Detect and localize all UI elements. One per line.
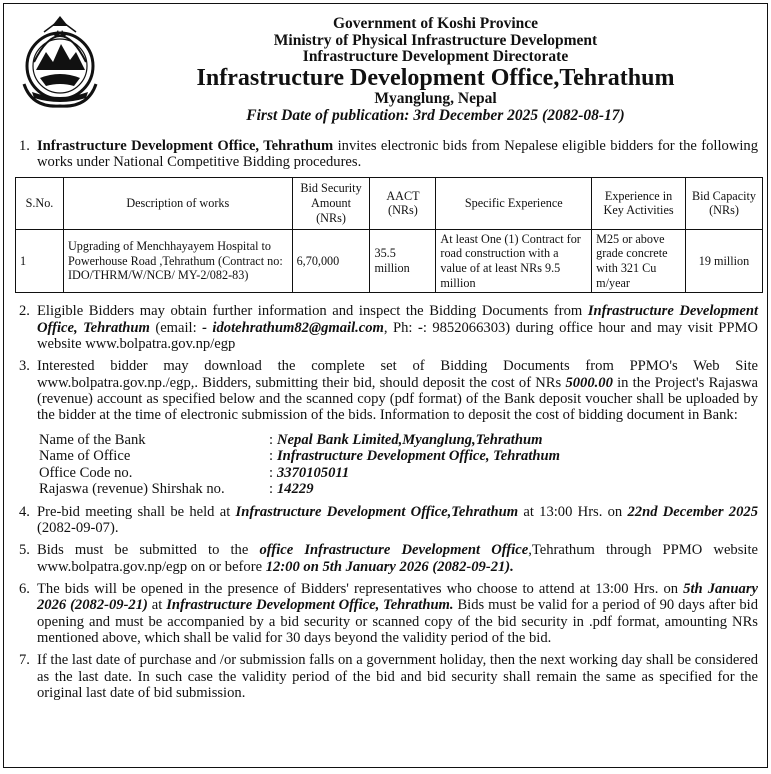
table-row bbox=[16, 229, 763, 293]
col-description: Description of works bbox=[63, 177, 292, 229]
paragraph-number: 7. bbox=[19, 652, 30, 669]
header-publication-date: First Date of publication: 3rd December 2025 (2082-08-17) bbox=[246, 107, 625, 125]
cell-bid-capacity: 19 million bbox=[686, 229, 763, 293]
paragraph-6: 6. The bids will be opened in the presence of Bidders' representatives who choose to attend at 13:00 Hrs. on 5th January 2026 (2082-09-21) at Infrastructure Development Office, Tehrathum. Bids must be valid for a period of 90 days after bid opening and must be accompanied by a bid security or scanned copy of the bid security in .pdf format, amounting NRs mentioned above, which shall be valid for 30 days beyond the validity period of the bid. bbox=[19, 580, 758, 646]
cell-sno: 1 bbox=[16, 229, 64, 293]
header-directorate: Infrastructure Development Directorate bbox=[302, 48, 569, 66]
cell-specific-experience: At least One (1) Contract for road construction with a value of at least NRs 9.5 million bbox=[436, 229, 592, 293]
paragraph-number: 6. bbox=[19, 580, 30, 597]
col-bid-capacity: Bid Capacity (NRs) bbox=[686, 177, 763, 229]
paragraph-number: 2. bbox=[19, 303, 30, 320]
col-sno: S.No. bbox=[16, 177, 64, 229]
paragraph-number: 4. bbox=[19, 503, 30, 520]
bank-row: Office Code no. : 3370105011 bbox=[39, 464, 350, 481]
paragraph-number: 3. bbox=[19, 358, 30, 375]
cell-key-activities: M25 or above grade concrete with 321 Cu m/year bbox=[592, 229, 686, 293]
cell-aact: 35.5 million bbox=[370, 229, 436, 293]
bank-row: Name of the Bank : Nepal Bank Limited,Myanglung,Tehrathum bbox=[39, 431, 543, 448]
notice-header bbox=[104, 16, 767, 125]
paragraph-number: 5. bbox=[19, 542, 30, 559]
cell-bid-security: 6,70,000 bbox=[292, 229, 370, 293]
paragraph-1: 1. Infrastructure Development Office, Tehrathum invites electronic bids from Nepalese eligible bidders for the following works under National Competitive Bidding procedures. bbox=[19, 138, 758, 171]
paragraph-4: 4. Pre-bid meeting shall be held at Infrastructure Development Office,Tehrathum at 13:00 Hrs. on 22nd December 2025 (2082-09-07). bbox=[19, 503, 758, 536]
col-key-activities: Experience in Key Activities bbox=[592, 177, 686, 229]
bank-row: Name of Office : Infrastructure Development Office, Tehrathum bbox=[39, 448, 560, 465]
bank-details bbox=[37, 432, 758, 498]
header-office: Infrastructure Development Office,Tehrathum bbox=[196, 65, 675, 92]
bank-row: Rajaswa (revenue) Shirshak no. : 14229 bbox=[39, 481, 314, 498]
tender-notice bbox=[3, 3, 768, 768]
paragraph-5: 5. Bids must be submitted to the office Infrastructure Development Office,Tehrathum through PPMO website www.bolpatra.gov.np/egp on or before 12:00 on 5th January 2026 (2082-09-21). bbox=[19, 542, 758, 575]
col-aact: AACT (NRs) bbox=[370, 177, 436, 229]
paragraph-7: 7. If the last date of purchase and /or submission falls on a government holiday, then the next working day shall be considered as the last date. In such case the validity period of the bid and bid security shall remain the same as specified for the original last date of bid submission. bbox=[19, 652, 758, 702]
header-location: Myanglung, Nepal bbox=[374, 90, 497, 108]
nepal-emblem-icon bbox=[14, 12, 106, 112]
email-address: - idotehrathum82@gmail.com bbox=[202, 319, 384, 336]
cell-description: Upgrading of Menchhayayem Hospital to Powerhouse Road ,Tehrathum (Contract no: IDO/THRM/W/NCB/ MY-2/082-83) bbox=[63, 229, 292, 293]
header-ministry: Ministry of Physical Infrastructure Development bbox=[273, 31, 598, 49]
paragraph-2: 2. Eligible Bidders may obtain further information and inspect the Bidding Documents from Infrastructure Development Office, Tehrathum (email: - idotehrathum82@gmail.com, Ph: -: 9852066303) during office hour and may visit PPMO website www.bolpatra.gov.np/egp bbox=[19, 303, 759, 352]
works-table bbox=[15, 177, 763, 294]
col-bid-security: Bid Security Amount (NRs) bbox=[292, 177, 370, 229]
notice-body bbox=[15, 138, 758, 707]
paragraph-number: 1. bbox=[19, 138, 30, 154]
col-specific-experience: Specific Experience bbox=[436, 177, 592, 229]
header-government: Government of Koshi Province bbox=[332, 15, 539, 32]
table-header-row bbox=[16, 177, 763, 229]
paragraph-3: 3. Interested bidder may download the complete set of Bidding Documents from PPMO's Web Site www.bolpatra.gov.np./egp,. Bidders, submitting their bid, should deposit the cost of NRs 5000.00 in the Project's Rajaswa (revenue) account as specified below and the scanned copy (pdf format) of the Bank deposit voucher shall be uploaded by the bidder at the time of electronic submission of the bids. Information to deposit the cost of bidding document in Bank: Name of the Bank : Nepal Bank Limited,Myanglung,Tehrathum Name of Office : Infrastructure Development Office, Tehrathum Office Code no. : 3370105011 Rajaswa (revenue) Shirshak no. : 14229 bbox=[19, 358, 759, 498]
